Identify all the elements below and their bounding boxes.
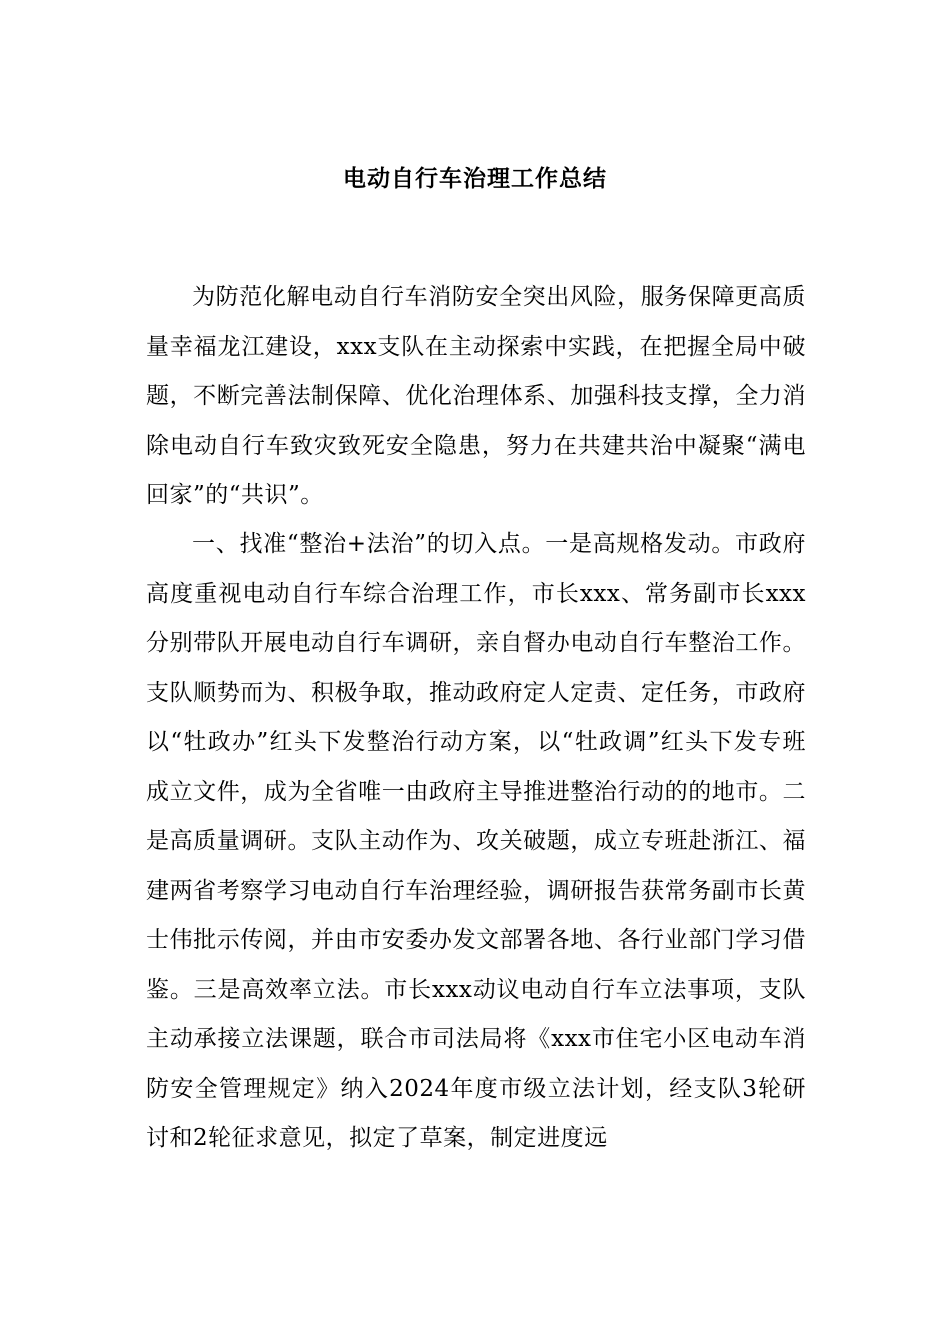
body-paragraph-section-one: 一、找准“整治+法治”的切入点。一是高规格发动。市政府高度重视电动自行车综合治理工作，市长xxx、常务副市长xxx分别带队开展电动自行车调研，亲自督办电动自行车整治工作。支队顺势而为、积极争取，推动政府定人定责、定任务，市政府以“牡政办”红头下发整治行动方案，以“牡政调”红头下发专班成立文件，成为全省唯一由政府主导推进整治行动的的地市。二是高质量调研。支队主动作为、攻关破题，成立专班赴浙江、福建两省考察学习电动自行车治理经验，调研报告获常务副市长黄士伟批示传阅，并由市安委办发文部署各地、各行业部门学习借鉴。三是高效率立法。市长xxx动议电动自行车立法事项，支队主动承接立法课题，联合市司法局将《xxx市住宅小区电动车消防安全管理规定》纳入2024年度市级立法计划，经支队3轮研讨和2轮征求意见，拟定了草案，制定进度远 [146,531,806,1151]
document-title: 电动自行车治理工作总结 [343,165,607,192]
body-paragraph-intro: 为防范化解电动自行车消防安全突出风险，服务保障更高质量幸福龙江建设，xxx支队在主动探索中实践，在把握全局中破题，不断完善法制保障、优化治理体系、加强科技支撑，全力消除电动自行车致灾致死安全隐患，努力在共建共治中凝聚“满电回家”的“共识”。 [146,284,806,508]
